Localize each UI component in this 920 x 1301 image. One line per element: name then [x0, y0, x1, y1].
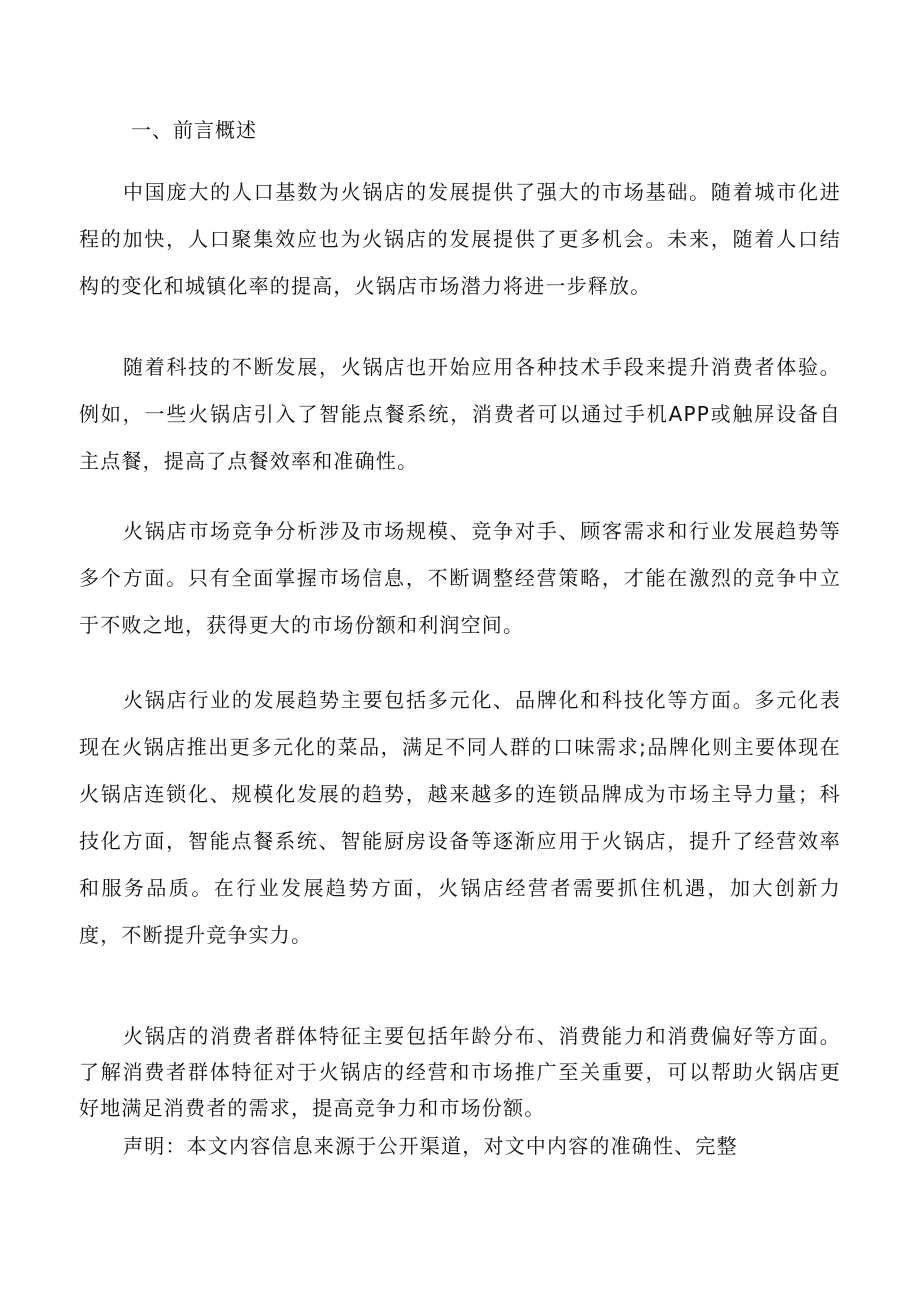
paragraph-consumers: 火锅店的消费者群体特征主要包括年龄分布、消费能力和消费偏好等方面。了解消费者群体特征对于火锅店的经营和市场推广至关重要，可以帮助火锅店更好地满足消费者的需求，提高竞争力和市场份额。	[79, 1024, 841, 1120]
section-heading: 一、前言概述	[131, 118, 257, 142]
paragraph-market-base: 中国庞大的人口基数为火锅店的发展提供了强大的市场基础。随着城市化进程的加快，人口聚集效应也为火锅店的发展提供了更多机会。未来，随着人口结构的变化和城镇化率的提高，火锅店市场潜力将进一步释放。	[79, 180, 841, 298]
paragraph-trends: 火锅店行业的发展趋势主要包括多元化、品牌化和科技化等方面。多元化表现在火锅店推出更多元化的菜品，满足不同人群的口味需求;品牌化则主要体现在火锅店连锁化、规模化发展的趋势，越来越多的连锁品牌成为市场主导力量；科技化方面，智能点餐系统、智能厨房设备等逐渐应用于火锅店，提升了经营效率和服务品质。在行业发展趋势方面，火锅店经营者需要抓住机遇，加大创新力度，不断提升竞争实力。	[79, 688, 841, 947]
paragraph-technology: 随着科技的不断发展，火锅店也开始应用各种技术手段来提升消费者体验。例如，一些火锅店引入了智能点餐系统，消费者可以通过手机APP或触屏设备自主点餐，提高了点餐效率和准确性。	[79, 355, 841, 473]
paragraph-competition: 火锅店市场竞争分析涉及市场规模、竞争对手、顾客需求和行业发展趋势等多个方面。只有全面掌握市场信息，不断调整经营策略，才能在激烈的竞争中立于不败之地，获得更大的市场份额和利润空间。	[79, 519, 841, 637]
paragraph-disclaimer: 声明：本文内容信息来源于公开渠道，对文中内容的准确性、完整	[123, 1134, 738, 1158]
